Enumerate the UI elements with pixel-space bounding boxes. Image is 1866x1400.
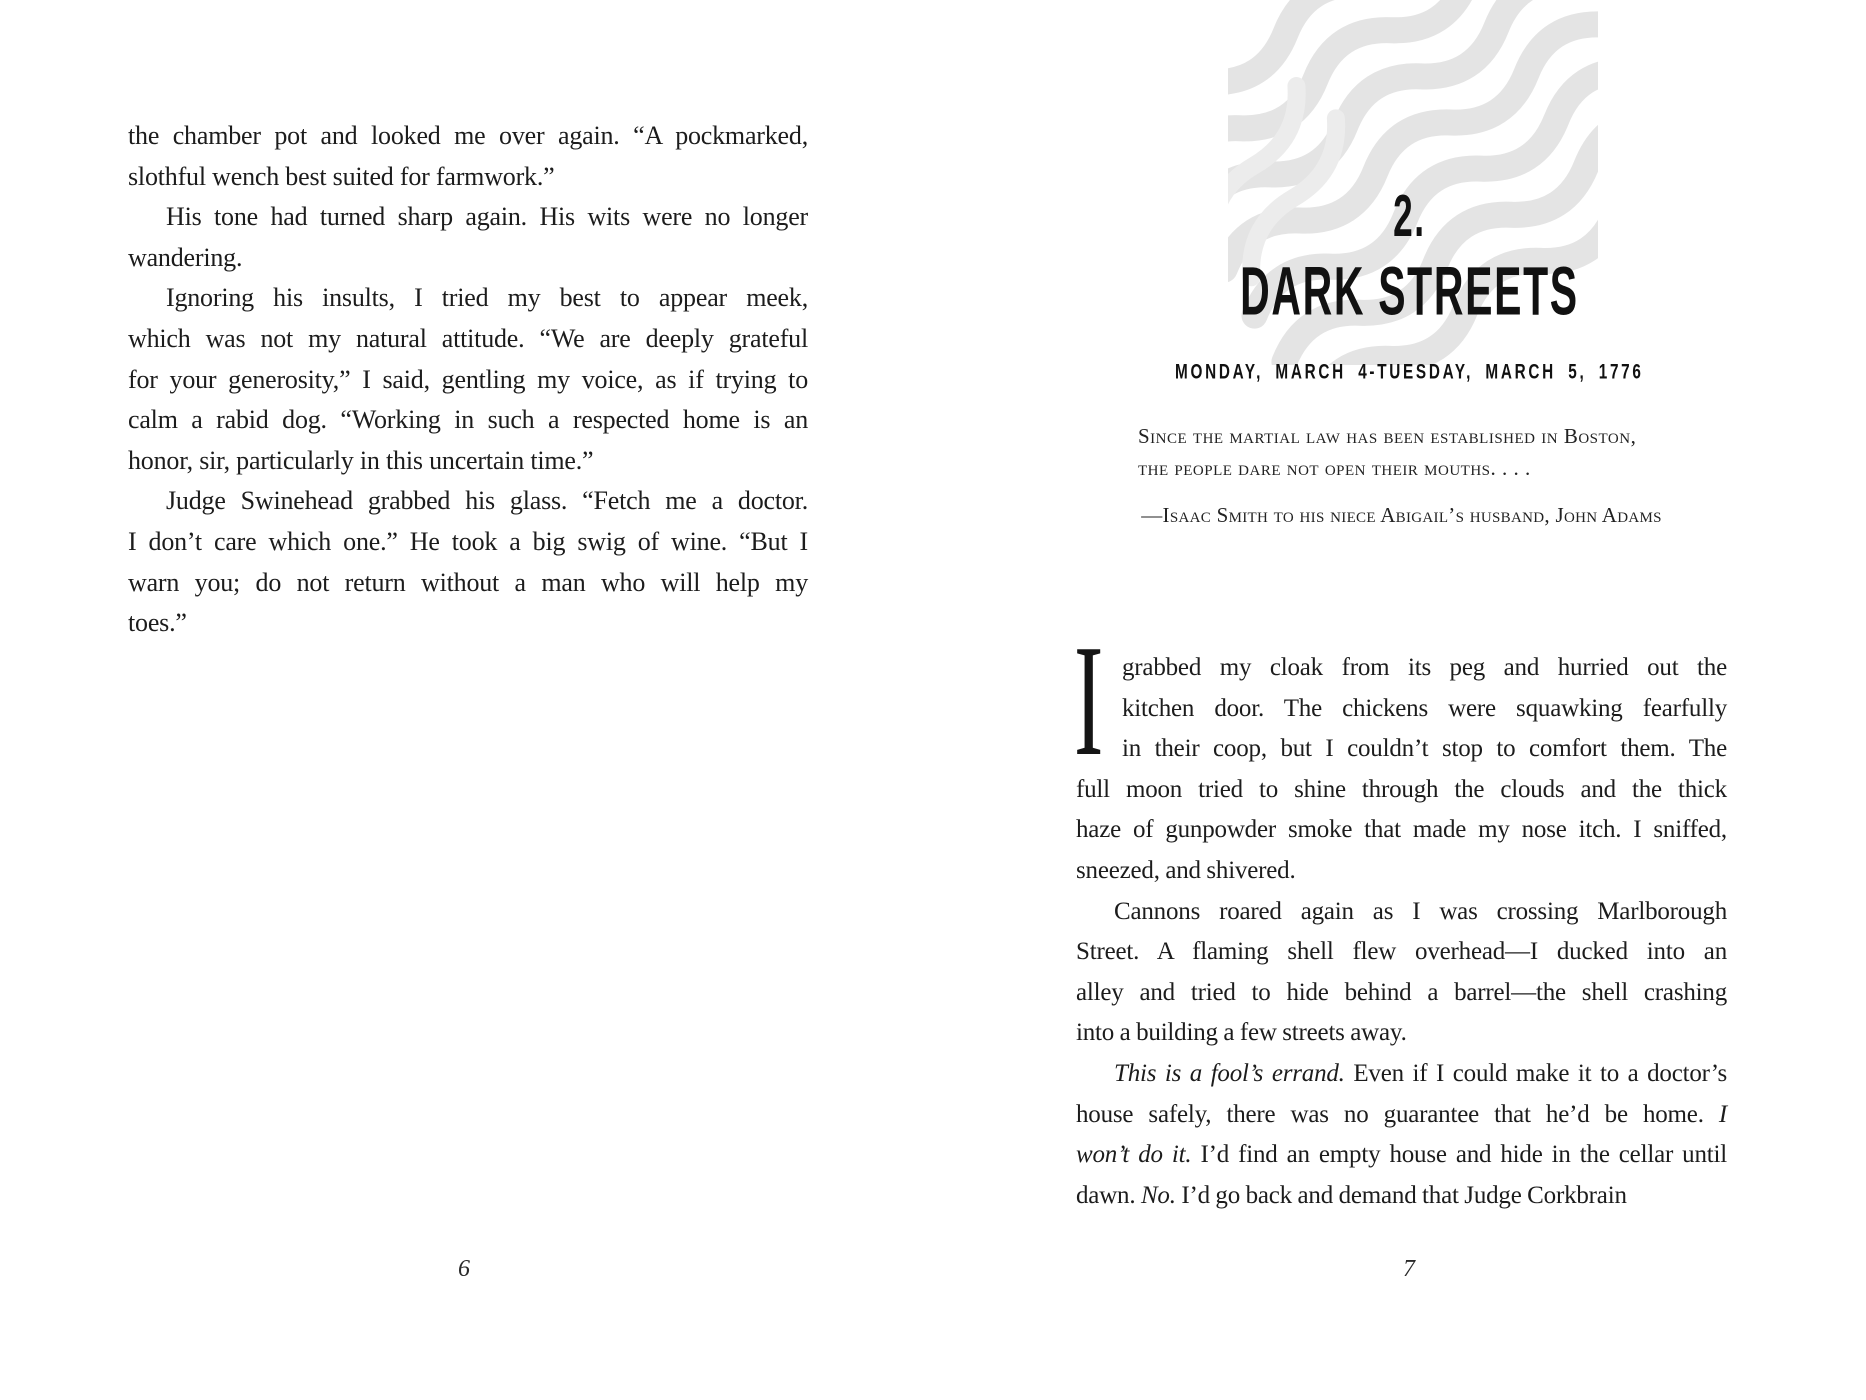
text-line: calm a rabid dog. “Working in such a respected home is an (128, 405, 808, 435)
text-line: for your generosity,” I said, gentling my voice, as if trying to (128, 364, 808, 394)
text-line: I don’t care which one.” He took a big swig of wine. “But I (128, 526, 808, 556)
text-line (1076, 1095, 1727, 1136)
italic-text: This is a fool’s errand. (1114, 1059, 1345, 1087)
italic-text: No. (1140, 1181, 1176, 1209)
text-line: grabbed my cloak from its peg and hurried out the (1122, 654, 1727, 681)
text-segment: I’d go back and demand that Judge Corkbrain (1175, 1181, 1627, 1209)
text-segment: dawn. (1076, 1181, 1141, 1209)
chapter-dateline: MONDAY, MARCH 4-TUESDAY, MARCH 5, 1776 (1175, 359, 1644, 384)
chapter-dateline-row (943, 359, 1866, 384)
drop-cap: I (1074, 611, 1104, 789)
epigraph-attribution: —Isaac Smith to his niece Abigail’s husband, John Adams (1141, 503, 1662, 527)
text-line: haze of gunpowder smoke that made my nose itch. I sniffed, (1076, 816, 1727, 844)
chapter-title-row (943, 252, 1866, 330)
text-line: wandering. (128, 242, 243, 272)
text-line: His tone had turned sharp again. His wits were no longer (166, 202, 808, 232)
text-line: honor, sir, particularly in this uncertain time.” (128, 445, 594, 475)
epigraph-line: Since the martial law has been established in Boston, (1138, 424, 1637, 448)
text-line: slothful wench best suited for farmwork.” (128, 161, 555, 191)
text-line: the chamber pot and looked me over again. “A pockmarked, (128, 121, 808, 150)
text-line: alley and tried to hide behind a barrel—the shell crashing (1076, 978, 1727, 1006)
text-line: into a building a few streets away. (1076, 1019, 1407, 1047)
text-segment: I’d find an empty house and hide in the cellar until (1191, 1141, 1727, 1169)
text-line (1076, 1054, 1727, 1095)
text-line: in their coop, but I couldn’t stop to comfort them. The (1122, 735, 1727, 763)
chapter-number: 2. (1393, 183, 1426, 250)
text-line (1076, 1176, 1727, 1217)
text-segment: Even if I could make it to a doctor’s (1344, 1059, 1727, 1087)
text-line: Ignoring his insults, I tried my best to appear meek, (166, 283, 808, 313)
page-number-right: 7 (1403, 1256, 1415, 1282)
chapter-title: DARK STREETS (1240, 252, 1579, 330)
left-body-text (128, 116, 808, 644)
text-line: Street. A flaming shell flew overhead—I ducked into an (1076, 938, 1727, 966)
text-line: full moon tried to shine through the clouds and the thick (1076, 775, 1727, 803)
text-line: warn you; do not return without a man who will help my (128, 567, 808, 597)
text-segment: house safely, there was no guarantee that he’d be home. (1076, 1100, 1719, 1128)
text-line: which was not my natural attitude. “We are deeply grateful (128, 323, 808, 353)
text-line: kitchen door. The chickens were squawking fearfully (1122, 694, 1727, 722)
text-line: toes.” (128, 608, 187, 638)
text-line: Judge Swinehead grabbed his glass. “Fetch me a doctor. (166, 486, 808, 516)
italic-text: won’t do it. (1076, 1141, 1192, 1169)
text-line: Cannons roared again as I was crossing Marlborough (1114, 897, 1727, 925)
epigraph-line: the people dare not open their mouths. . . . (1138, 456, 1531, 480)
text-line: sneezed, and shivered. (1076, 856, 1296, 884)
italic-text: I (1718, 1100, 1727, 1128)
page-number-left: 6 (458, 1256, 470, 1282)
text-line (1076, 1135, 1727, 1176)
right-body-text (1076, 648, 1727, 1216)
chapter-heading (943, 183, 1866, 250)
right-page (933, 0, 1866, 1400)
epigraph (1138, 420, 1698, 484)
